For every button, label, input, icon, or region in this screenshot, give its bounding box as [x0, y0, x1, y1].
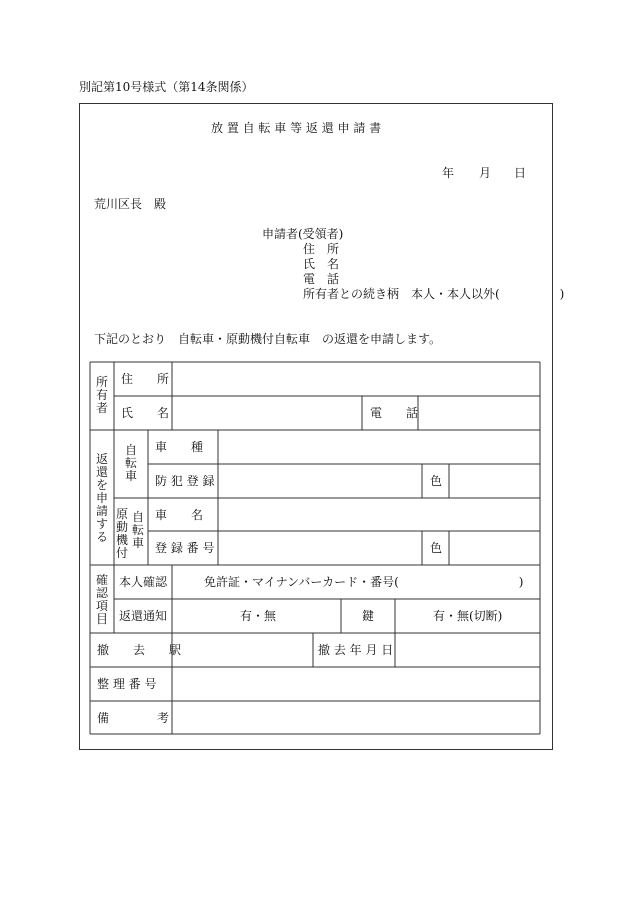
moped-name-label: 車 名 [155, 508, 204, 522]
owner-section-label: 所有者 [95, 375, 108, 415]
registration-number-label: 登 録 番 号 [155, 541, 215, 555]
key-label: 鍵 [362, 609, 375, 623]
applicant-address-label: 住 所 [303, 242, 340, 256]
key-options: 有・無(切断) [433, 609, 503, 623]
moped-group-label-1: 原動機付 [115, 507, 128, 560]
applicant-name-label: 氏 名 [303, 257, 340, 271]
date-day: 日 [514, 166, 527, 180]
return-notice-options: 有・無 [240, 609, 277, 623]
remarks-label: 備 考 [97, 711, 170, 725]
application-statement: 下記のとおり 自転車・原動機付自転車 の返還を申請します。 [94, 332, 442, 346]
applicant-relation: 所有者との続き柄 本人・本人以外( ) [303, 287, 565, 301]
date-month: 月 [479, 166, 492, 180]
form-title: 放 置 自 転 車 等 返 還 申 請 書 [211, 121, 382, 135]
identity-check-options: 免許証・マイナンバーカード・番号( ) [204, 575, 524, 589]
bicycle-type-label: 車 種 [155, 440, 204, 454]
owner-phone-label: 電 話 [370, 406, 419, 420]
date-year: 年 [442, 166, 455, 180]
confirm-section-label: 確認項目 [95, 573, 108, 626]
moped-group-label-2: 自転車 [131, 510, 144, 550]
bicycle-group-label: 自転車 [124, 443, 137, 483]
management-number-label: 整 理 番 号 [97, 677, 157, 691]
identity-check-label: 本人確認 [119, 575, 168, 589]
applicant-phone-label: 電 話 [303, 272, 340, 286]
return-section-label: 返還を申請する [95, 452, 108, 544]
removal-station-label: 撤 去 駅 [97, 643, 182, 657]
moped-color-label: 色 [430, 541, 443, 555]
owner-name-label: 氏 名 [121, 406, 170, 420]
crime-registration-label: 防 犯 登 録 [155, 474, 215, 488]
owner-address-label: 住 所 [121, 372, 170, 386]
removal-date-label: 撤 去 年 月 日 [318, 643, 394, 657]
applicant-heading: 申請者(受領者) [262, 227, 344, 241]
bicycle-color-label: 色 [430, 474, 443, 488]
addressee: 荒川区長 殿 [94, 197, 167, 211]
return-notice-label: 返還通知 [119, 609, 168, 623]
form-number-note: 別記第10号様式（第14条関係） [79, 80, 254, 94]
